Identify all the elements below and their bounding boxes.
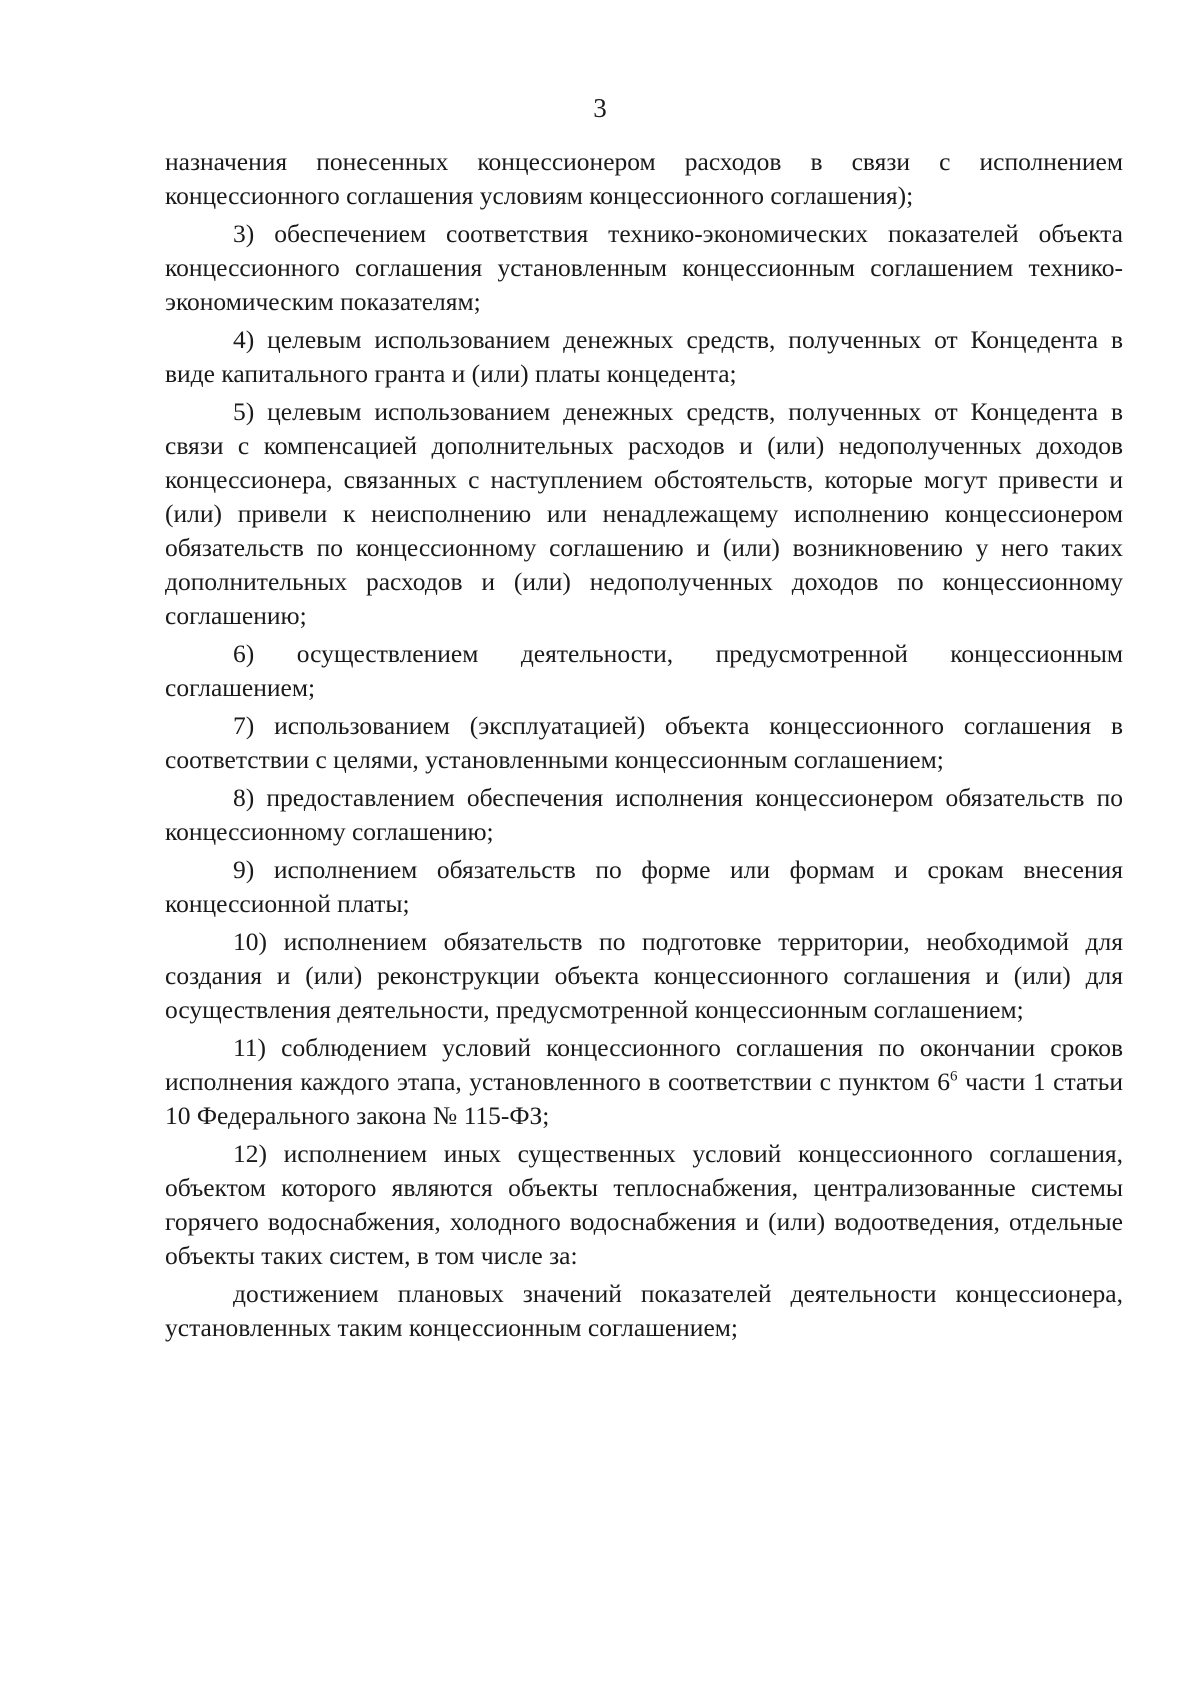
- paragraph-item-7: 7) использованием (эксплуатацией) объекта концессионного соглашения в соответствии с целями, установленными концессионным соглашением;: [165, 711, 1123, 774]
- paragraph-item-11-text-end: части 1 статьи 10 Федерального закона № 115-ФЗ;: [165, 1067, 1123, 1130]
- paragraph-item-11: [165, 1031, 1123, 1133]
- paragraph-item-10: 10) исполнением обязательств по подготовке территории, необходимой для создания и (или) реконструкции объекта концессионного соглашения и (или) для осуществления деятельности, предусмотренной концессионным соглашением;: [165, 927, 1123, 1024]
- paragraph-item-6: 6) осуществлением деятельности, предусмотренной концессионным соглашением;: [165, 639, 1123, 702]
- paragraph-item-8: 8) предоставлением обеспечения исполнения концессионером обязательств по концессионному соглашению;: [165, 783, 1123, 846]
- paragraph-item-4: 4) целевым использованием денежных средств, полученных от Концедента в виде капитального гранта и (или) платы концедента;: [165, 325, 1123, 388]
- paragraph-continuation: назначения понесенных концессионером расходов в связи с исполнением концессионного соглашения условиям концессионного соглашения);: [165, 147, 1123, 210]
- paragraph-item-12: 12) исполнением иных существенных условий концессионного соглашения, объектом которого являются объекты теплоснабжения, централизованные системы горячего водоснабжения, холодного водоснабжения и (или) водоотведения, отдельные объекты таких систем, в том числе за:: [165, 1139, 1123, 1270]
- paragraph-item-12-subitem: достижением плановых значений показателей деятельности концессионера, установленных таким концессионным соглашением;: [165, 1279, 1123, 1342]
- paragraph-item-11-superscript: 6: [950, 1068, 958, 1085]
- paragraph-item-5: 5) целевым использованием денежных средств, полученных от Концедента в связи с компенсацией дополнительных расходов и (или) недополученных доходов концессионера, связанных с наступлением обстоятельств, которые могут привести и (или) привели к неисполнению или ненадлежащему исполнению концессионером обязательств по концессионному соглашению и (или) возникновению у него таких дополнительных расходов и (или) недополученных доходов по концессионному соглашению;: [165, 397, 1123, 630]
- paragraph-item-11-text: 11) соблюдением условий концессионного соглашения по окончании сроков исполнения каждого этапа, установленного в соответствии с пунктом 6: [165, 1033, 1123, 1096]
- paragraph-item-9: 9) исполнением обязательств по форме или формам и срокам внесения концессионной платы;: [165, 855, 1123, 918]
- document-body: [165, 145, 1123, 1349]
- paragraph-item-3: 3) обеспечением соответствия технико-экономических показателей объекта концессионного соглашения установленным концессионным соглашением технико-экономическим показателям;: [165, 219, 1123, 316]
- page-number: 3: [593, 93, 607, 123]
